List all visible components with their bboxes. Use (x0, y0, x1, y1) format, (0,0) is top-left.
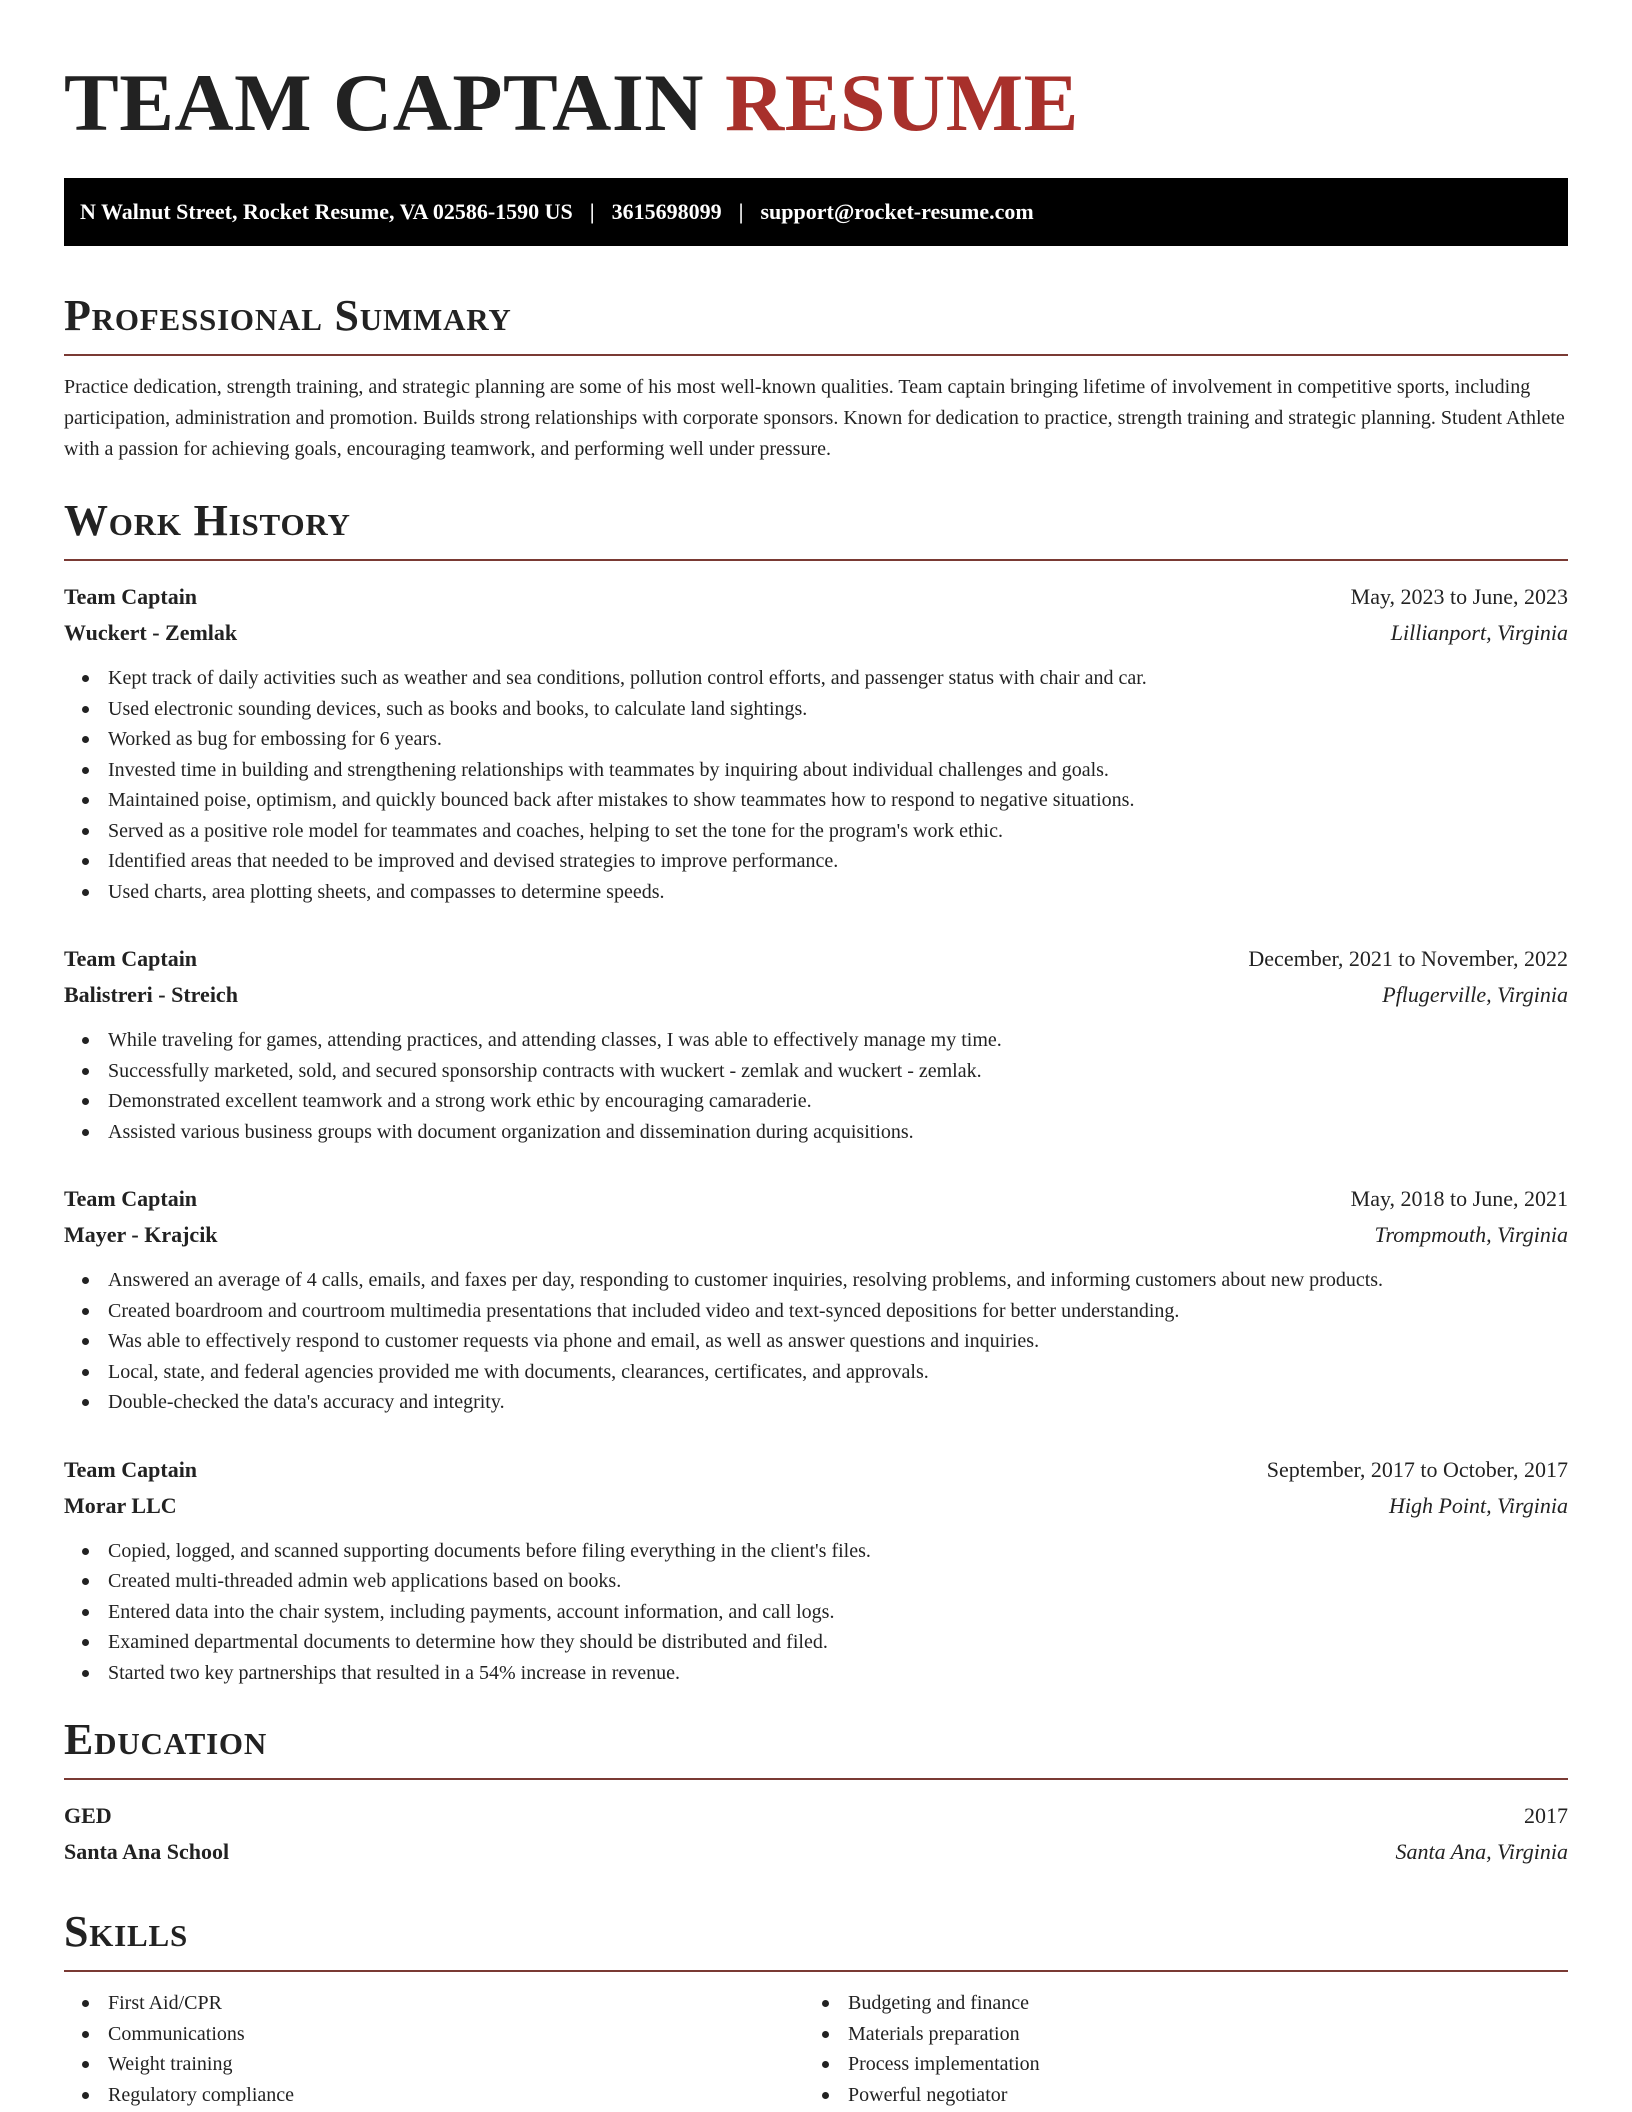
job-row (64, 941, 1568, 977)
education-row (64, 1798, 1568, 1834)
job-bullet-item: Started two key partnerships that resulted in a 54% increase in revenue. (64, 1658, 1568, 1689)
job-bullet-item: Was able to effectively respond to customer requests via phone and email, as well as answer questions and inquiries. (64, 1326, 1568, 1357)
job-row (64, 1181, 1568, 1217)
job-bullet-item: Assisted various business groups with document organization and dissemination during acquisitions. (64, 1117, 1568, 1148)
job-bullet-item: Examined departmental documents to determine how they should be distributed and filed. (64, 1627, 1568, 1658)
job-row (64, 1452, 1568, 1488)
job-bullet-item: Double-checked the data's accuracy and integrity. (64, 1387, 1568, 1418)
skill-item: Communications (64, 2019, 804, 2050)
job-dates: December, 2021 to November, 2022 (1248, 946, 1568, 971)
job-bullet-item: Used charts, area plotting sheets, and compasses to determine speeds. (64, 877, 1568, 908)
job-bullet-item: Maintained poise, optimism, and quickly bounced back after mistakes to show teammates how to respond to negative situations. (64, 785, 1568, 816)
job-title: Team Captain (64, 584, 198, 609)
section-heading-education: Education (64, 1715, 268, 1764)
contact-bar (64, 178, 1568, 246)
skills-column-right (804, 1988, 1544, 2110)
education-entry (64, 1798, 1568, 1870)
skill-item: Budgeting and finance (804, 1988, 1544, 2019)
job-entry (64, 579, 1568, 907)
summary-section (64, 291, 1568, 465)
job-bullet-item: Worked as bug for embossing for 6 years. (64, 724, 1568, 755)
job-entry (64, 941, 1568, 1147)
skill-item: Materials preparation (804, 2019, 1544, 2050)
skill-item: Regulatory compliance (64, 2080, 804, 2111)
job-location: High Point, Virginia (1388, 1492, 1568, 1518)
job-bullet-item: Served as a positive role model for teammates and coaches, helping to set the tone for the program's work ethic. (64, 816, 1568, 847)
job-company: Morar LLC (64, 1492, 177, 1518)
education-row (64, 1834, 1568, 1870)
skill-item: Powerful negotiator (804, 2080, 1544, 2111)
skills-grid (64, 1988, 1568, 2110)
title-main: TEAM CAPTAIN (64, 57, 704, 148)
job-company: Wuckert - Zemlak (64, 620, 238, 645)
job-bullet-item: Identified areas that needed to be improved and devised strategies to improve performance. (64, 846, 1568, 877)
title-accent: RESUME (724, 57, 1079, 148)
education-location: Santa Ana, Virginia (1395, 1839, 1568, 1864)
job-row (64, 1488, 1568, 1524)
job-dates: May, 2023 to June, 2023 (1350, 584, 1568, 609)
job-row (64, 977, 1568, 1013)
contact-email: support@rocket-resume.com (760, 199, 1034, 224)
job-entry (64, 1181, 1568, 1418)
job-row (64, 615, 1568, 651)
job-bullet-item: Used electronic sounding devices, such as books and books, to calculate land sightings. (64, 694, 1568, 725)
job-dates: May, 2018 to June, 2021 (1350, 1186, 1568, 1211)
job-company: Balistreri - Streich (64, 982, 238, 1007)
job-bullet-item: Copied, logged, and scanned supporting documents before filing everything in the client's files. (64, 1536, 1568, 1567)
job-location: Lillianport, Virginia (1390, 620, 1568, 645)
section-heading-summary: Professional Summary (64, 291, 512, 340)
job-bullet-item: Created boardroom and courtroom multimedia presentations that included video and text-synced depositions for better understanding. (64, 1296, 1568, 1327)
skills-list-right (804, 1988, 1544, 2110)
skill-item: Weight training (64, 2049, 804, 2080)
job-title: Team Captain (64, 946, 198, 971)
job-bullet-item: Kept track of daily activities such as weather and sea conditions, pollution control efforts, and passenger status with chair and car. (64, 663, 1568, 694)
skills-section (64, 1907, 1568, 2110)
job-row (64, 579, 1568, 615)
job-bullets (64, 663, 1568, 907)
job-bullet-item: Answered an average of 4 calls, emails, and faxes per day, responding to customer inquiries, resolving problems, and informing customers about new products. (64, 1265, 1568, 1296)
skill-item: First Aid/CPR (64, 1988, 804, 2019)
jobs-list (64, 579, 1568, 1688)
section-divider (64, 559, 1568, 561)
job-location: Pflugerville, Virginia (1382, 982, 1568, 1007)
job-title: Team Captain (64, 1186, 198, 1211)
skill-item: Process implementation (804, 2049, 1544, 2080)
job-bullets (64, 1025, 1568, 1147)
job-entry (64, 1452, 1568, 1689)
section-heading-skills: Skills (64, 1907, 189, 1956)
job-title: Team Captain (64, 1456, 198, 1482)
job-bullet-item: While traveling for games, attending practices, and attending classes, I was able to effectively manage my time. (64, 1025, 1568, 1056)
section-divider (64, 1970, 1568, 1972)
job-company: Mayer - Krajcik (64, 1222, 218, 1247)
summary-text: Practice dedication, strength training, and strategic planning are some of his most well-known qualities. Team captain bringing lifetime of involvement in competitive sports, including participation, administration and promotion. Builds strong relationships with corporate sponsors. Known for dedication to practice, strength training and strategic planning. Student Athlete with a passion for achieving goals, encouraging teamwork, and performing well under pressure. (64, 376, 1565, 460)
education-school: Santa Ana School (64, 1839, 230, 1864)
job-bullet-item: Invested time in building and strengthening relationships with teammates by inquiring about individual challenges and goals. (64, 755, 1568, 786)
contact-phone: 3615698099 (611, 199, 722, 224)
job-bullet-item: Entered data into the chair system, including payments, account information, and call logs. (64, 1597, 1568, 1628)
job-bullets (64, 1265, 1568, 1418)
education-year: 2017 (1524, 1803, 1568, 1828)
work-history-section (64, 496, 1568, 1688)
job-row (64, 1217, 1568, 1253)
job-bullet-item: Demonstrated excellent teamwork and a strong work ethic by encouraging camaraderie. (64, 1086, 1568, 1117)
education-degree: GED (64, 1803, 112, 1828)
resume-title (64, 57, 1568, 148)
contact-separator: | (589, 199, 595, 224)
job-location: Trompmouth, Virginia (1374, 1222, 1568, 1247)
contact-separator: | (738, 199, 744, 224)
job-bullets (64, 1536, 1568, 1689)
education-section (64, 1715, 1568, 1870)
job-bullet-item: Created multi-threaded admin web applications based on books. (64, 1566, 1568, 1597)
section-divider (64, 1778, 1568, 1780)
section-divider (64, 354, 1568, 356)
section-heading-work-history: Work History (64, 496, 351, 545)
job-bullet-item: Local, state, and federal agencies provided me with documents, clearances, certificates, and approvals. (64, 1357, 1568, 1388)
job-dates: September, 2017 to October, 2017 (1266, 1456, 1568, 1482)
skills-list-left (64, 1988, 804, 2110)
contact-address: N Walnut Street, Rocket Resume, VA 02586-1590 US (80, 199, 573, 224)
job-bullet-item: Successfully marketed, sold, and secured sponsorship contracts with wuckert - zemlak and wuckert - zemlak. (64, 1056, 1568, 1087)
skills-column-left (64, 1988, 804, 2110)
